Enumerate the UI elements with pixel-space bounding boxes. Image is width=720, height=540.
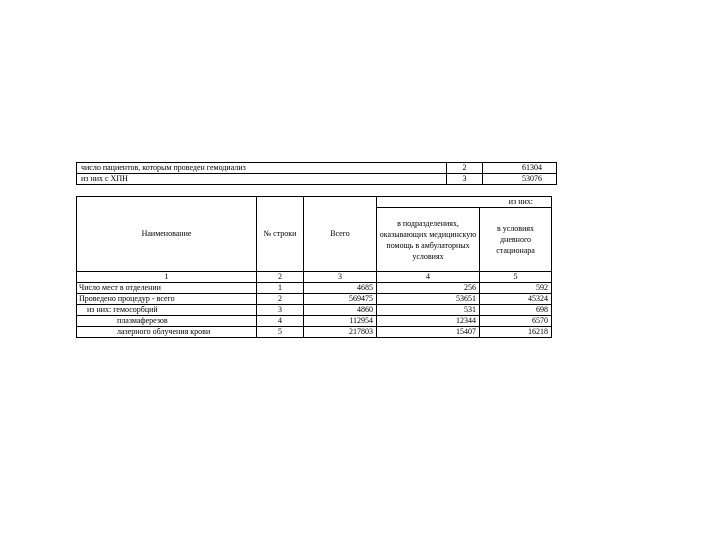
summary-row	[77, 174, 557, 185]
summary-label: число пациентов, которым проведен гемодиализ	[77, 163, 447, 174]
row-line-number: 4	[257, 316, 304, 327]
summary-row	[77, 163, 557, 174]
row-name: из них: гемосорбций	[77, 305, 257, 316]
row-total: 569475	[304, 294, 377, 305]
column-number-row	[77, 272, 552, 283]
table-row	[77, 305, 552, 316]
row-total: 4685	[304, 283, 377, 294]
summary-table	[76, 162, 557, 185]
row-total: 217803	[304, 327, 377, 338]
header-day-hospital: в условиях дневного стационара	[480, 208, 552, 272]
column-number: 3	[304, 272, 377, 283]
table-row	[77, 294, 552, 305]
row-name: Проведено процедур - всего	[77, 294, 257, 305]
column-number: 5	[480, 272, 552, 283]
header-line-number: № строки	[257, 197, 304, 272]
summary-label: из них с ХПН	[77, 174, 447, 185]
header-name: Наименование	[77, 197, 257, 272]
procedures-table	[76, 196, 552, 338]
row-day-hospital: 592	[480, 283, 552, 294]
row-name: Число мест в отделении	[77, 283, 257, 294]
table-row	[77, 283, 552, 294]
row-total: 4860	[304, 305, 377, 316]
header-of-them: из них:	[377, 197, 552, 208]
row-day-hospital: 45324	[480, 294, 552, 305]
row-line-number: 3	[257, 305, 304, 316]
column-number: 1	[77, 272, 257, 283]
row-day-hospital: 698	[480, 305, 552, 316]
row-outpatient: 12344	[377, 316, 480, 327]
header-total: Всего	[304, 197, 377, 272]
row-line-number: 2	[257, 294, 304, 305]
table-row	[77, 327, 552, 338]
row-total: 112954	[304, 316, 377, 327]
header-outpatient: в подразделениях, оказывающих медицинскую помощь в амбулаторных условиях	[377, 208, 480, 272]
summary-line-number: 2	[447, 163, 483, 174]
row-outpatient: 53651	[377, 294, 480, 305]
table-row	[77, 316, 552, 327]
row-line-number: 1	[257, 283, 304, 294]
header-row	[77, 197, 552, 208]
row-day-hospital: 6570	[480, 316, 552, 327]
column-number: 2	[257, 272, 304, 283]
row-name: лазерного облучения крови	[77, 327, 257, 338]
row-outpatient: 256	[377, 283, 480, 294]
row-outpatient: 15407	[377, 327, 480, 338]
column-number: 4	[377, 272, 480, 283]
row-line-number: 5	[257, 327, 304, 338]
row-day-hospital: 16218	[480, 327, 552, 338]
summary-value: 53076	[483, 174, 557, 185]
row-outpatient: 531	[377, 305, 480, 316]
summary-value: 61304	[483, 163, 557, 174]
summary-line-number: 3	[447, 174, 483, 185]
row-name: плазмаферезов	[77, 316, 257, 327]
